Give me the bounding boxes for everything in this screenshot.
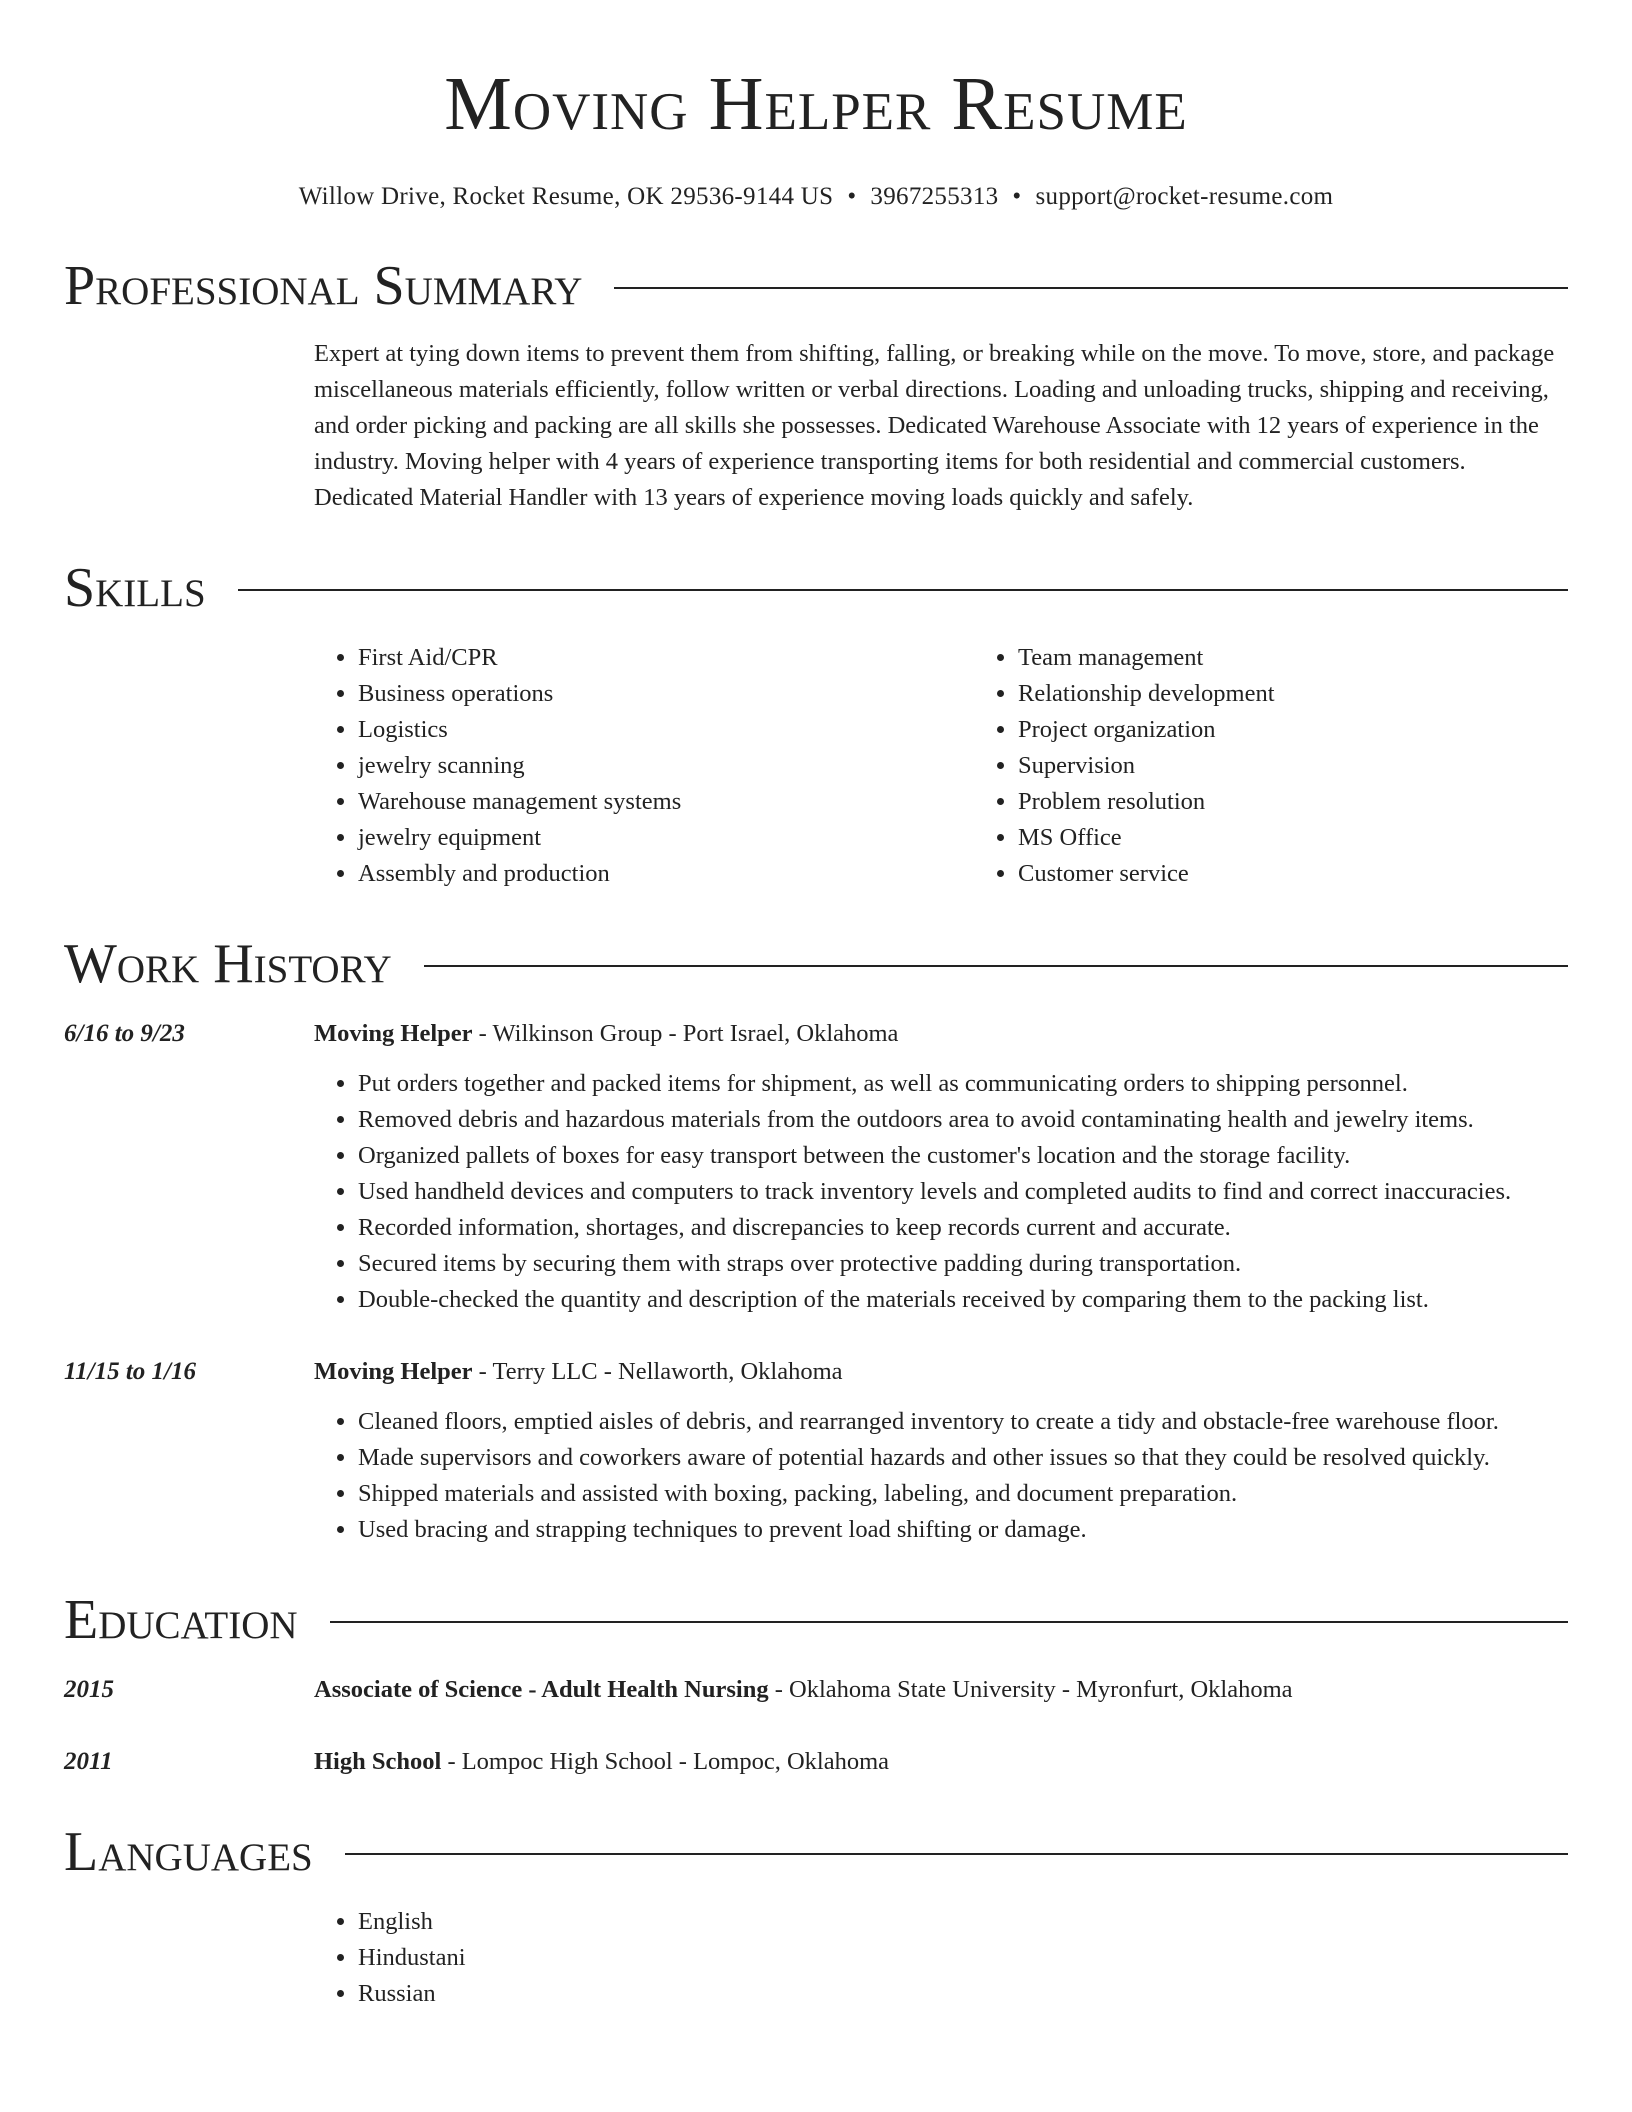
skill-item: • Customer service xyxy=(1018,856,1632,892)
skill-item: • Business operations xyxy=(358,676,974,712)
education-school: - Lompoc High School - Lompoc, Oklahoma xyxy=(441,1748,890,1775)
section-divider xyxy=(345,1853,1568,1855)
job-dates: 11/15 to 1/16 xyxy=(64,1358,196,1385)
skills-section xyxy=(64,640,1568,892)
skills-list-left xyxy=(314,640,974,892)
job-heading xyxy=(314,1354,1568,1390)
job-title: Moving Helper xyxy=(314,1358,473,1385)
skill-item: • Relationship development xyxy=(1018,676,1632,712)
job-entry xyxy=(64,1354,1568,1548)
section-heading: Languages xyxy=(64,1821,313,1883)
skill-item: • Team management xyxy=(1018,640,1632,676)
job-duties xyxy=(314,1066,1568,1318)
section-divider xyxy=(614,287,1568,289)
summary-spacer xyxy=(64,336,314,516)
contact-phone: 3967255313 xyxy=(870,183,999,210)
job-duty: • Recorded information, shortages, and discrepancies to keep records current and accurate. xyxy=(358,1210,1568,1246)
summary-section-header xyxy=(64,254,1568,318)
languages-spacer xyxy=(64,1904,314,2012)
education-year: 2015 xyxy=(64,1676,114,1703)
languages-section-header xyxy=(64,1820,1568,1884)
language-item: • Russian xyxy=(358,1976,1568,2012)
work-section-header xyxy=(64,932,1568,996)
skill-item: • Supervision xyxy=(1018,748,1632,784)
job-heading xyxy=(314,1016,1568,1052)
languages-list xyxy=(314,1904,1568,2012)
job-entry xyxy=(64,1016,1568,1318)
job-duty: • Shipped materials and assisted with boxing, packing, labeling, and document preparation. xyxy=(358,1476,1568,1512)
job-company: - Terry LLC - Nellaworth, Oklahoma xyxy=(472,1358,843,1385)
job-duty: • Made supervisors and coworkers aware of potential hazards and other issues so that they could be resolved quickly. xyxy=(358,1440,1568,1476)
job-duty: • Cleaned floors, emptied aisles of debris, and rearranged inventory to create a tidy and obstacle-free warehouse floor. xyxy=(358,1404,1568,1440)
job-duty: • Used bracing and strapping techniques to prevent load shifting or damage. xyxy=(358,1512,1568,1548)
section-divider xyxy=(424,965,1568,967)
skills-spacer xyxy=(64,640,314,892)
skill-item: • Problem resolution xyxy=(1018,784,1632,820)
job-company: - Wilkinson Group - Port Israel, Oklahoma xyxy=(472,1020,899,1047)
job-duty: • Double-checked the quantity and description of the materials received by comparing them to the packing list. xyxy=(358,1282,1568,1318)
skills-section-header xyxy=(64,556,1568,620)
skill-item: • jewelry equipment xyxy=(358,820,974,856)
contact-separator: • xyxy=(1012,183,1022,210)
contact-email: support@rocket-resume.com xyxy=(1035,183,1334,210)
education-degree: Associate of Science - Adult Health Nursing xyxy=(314,1676,769,1703)
skill-item: • MS Office xyxy=(1018,820,1632,856)
education-degree: High School xyxy=(314,1748,442,1775)
job-duty: • Organized pallets of boxes for easy transport between the customer's location and the storage facility. xyxy=(358,1138,1568,1174)
section-heading: Professional Summary xyxy=(64,255,583,317)
section-heading: Education xyxy=(64,1589,298,1651)
language-item: • English xyxy=(358,1904,1568,1940)
language-item: • Hindustani xyxy=(358,1940,1568,1976)
job-title: Moving Helper xyxy=(314,1020,473,1047)
job-duty: • Removed debris and hazardous materials from the outdoors area to avoid contaminating health and jewelry items. xyxy=(358,1102,1568,1138)
skill-item: • Assembly and production xyxy=(358,856,974,892)
education-entry xyxy=(64,1744,1568,1780)
contact-separator: • xyxy=(847,183,857,210)
education-entry xyxy=(64,1672,1568,1708)
skills-list-right xyxy=(974,640,1632,892)
contact-line xyxy=(64,180,1568,214)
languages-section xyxy=(64,1904,1568,2012)
education-section-header xyxy=(64,1588,1568,1652)
contact-address: Willow Drive, Rocket Resume, OK 29536-9144 US xyxy=(298,183,834,210)
skill-item: • First Aid/CPR xyxy=(358,640,974,676)
skill-item: • Project organization xyxy=(1018,712,1632,748)
section-heading: Work History xyxy=(64,933,392,995)
summary-section xyxy=(64,336,1568,516)
job-dates: 6/16 to 9/23 xyxy=(64,1020,185,1047)
section-divider xyxy=(330,1621,1568,1623)
job-duty: • Used handheld devices and computers to track inventory levels and completed audits to find and correct inaccuracies. xyxy=(358,1174,1568,1210)
section-heading: Skills xyxy=(64,557,206,619)
job-duty: • Secured items by securing them with straps over protective padding during transportation. xyxy=(358,1246,1568,1282)
job-duty: • Put orders together and packed items for shipment, as well as communicating orders to shipping personnel. xyxy=(358,1066,1568,1102)
section-divider xyxy=(238,589,1568,591)
education-school: - Oklahoma State University - Myronfurt, Oklahoma xyxy=(768,1676,1293,1703)
skill-item: • jewelry scanning xyxy=(358,748,974,784)
resume-title: Moving Helper Resume xyxy=(444,62,1188,146)
skill-item: • Warehouse management systems xyxy=(358,784,974,820)
job-duties xyxy=(314,1404,1568,1548)
skills-columns xyxy=(314,640,1632,892)
summary-text: Expert at tying down items to prevent them from shifting, falling, or breaking while on the move. To move, store, and package miscellaneous materials efficiently, follow written or verbal directions. Loading and unloading trucks, shipping and receiving, and order picking and packing are all skills she possesses. Dedicated Warehouse Associate with 12 years of experience in the industry. Moving helper with 4 years of experience transporting items for both residential and commercial customers. Dedicated Material Handler with 13 years of experience moving loads quickly and safely. xyxy=(314,340,1555,511)
skill-item: • Logistics xyxy=(358,712,974,748)
education-year: 2011 xyxy=(64,1748,113,1775)
